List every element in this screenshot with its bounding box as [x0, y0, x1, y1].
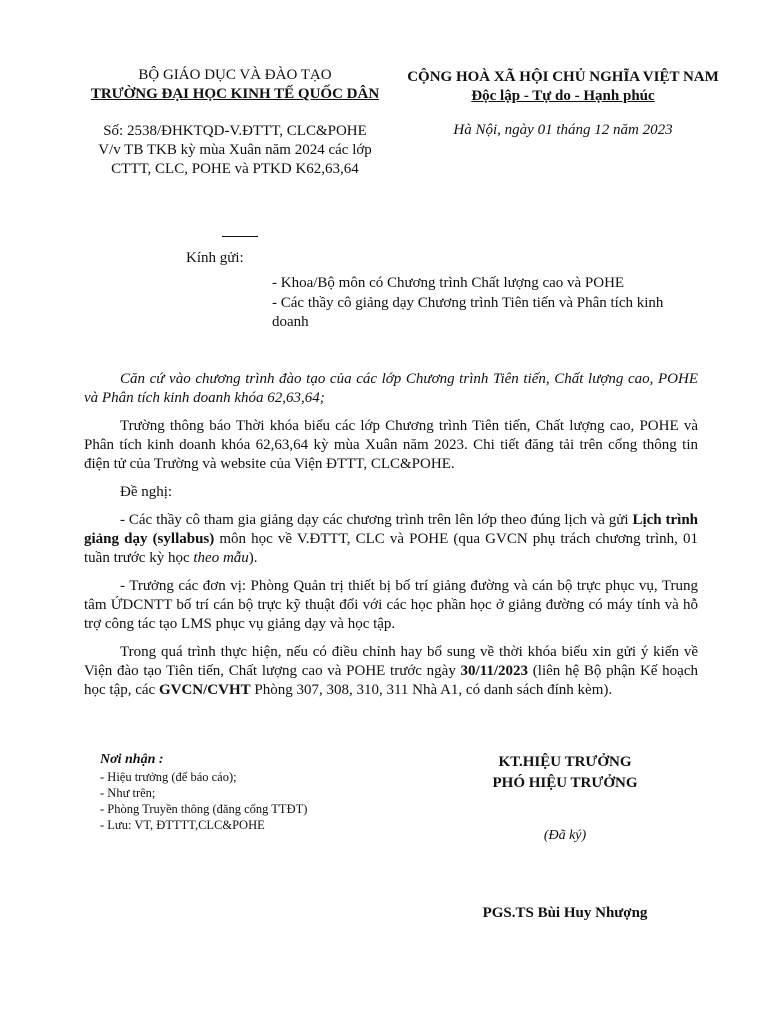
document-number: Số: 2538/ĐHKTQD-V.ĐTTT, CLC&POHE — [103, 123, 367, 139]
request-title: Đề nghị: — [120, 484, 173, 500]
deadline-date: 30/11/2023 — [460, 663, 529, 679]
distribution-item: - Lưu: VT, ĐTTTT,CLC&POHE — [100, 818, 265, 832]
place-date: Hà Nội, ngày 01 tháng 12 năm 2023 — [453, 122, 673, 138]
signature-line-1: KT.HIỆU TRƯỞNG — [498, 754, 632, 770]
national-motto: Độc lập - Tự do - Hạnh phúc — [471, 88, 655, 104]
recipient-list — [272, 274, 692, 333]
basis-paragraph: Căn cứ vào chương trình đào tạo của các lớp Chương trình Tiên tiến, Chất lượng cao, POHE và Phân tích kinh doanh khóa 62,63,64; — [84, 371, 698, 406]
document-body — [84, 370, 698, 709]
university-name: TRƯỜNG ĐẠI HỌC KINH TẾ QUỐC DÂN — [90, 86, 380, 102]
distribution-title: Nơi nhận : — [100, 752, 164, 767]
national-heading — [388, 68, 738, 106]
divider — [222, 236, 258, 237]
distribution-list — [100, 752, 400, 833]
country-name: CỘNG HOÀ XÃ HỘI CHỦ NGHĨA VIỆT NAM — [407, 69, 719, 85]
salutation: Kính gửi: — [186, 250, 244, 266]
request-item-2: - Trưởng các đơn vị: Phòng Quản trị thiết bị bố trí giảng đường và cán bộ trực phục vụ, Trung tâm ỨDCNTT bố trí cán bộ trực kỹ thuật đối với các học phần học ở giảng đường có máy tính và hỗ trợ công tác tạo LMS phục vụ giảng dạy và học tập. — [84, 578, 698, 632]
subject-line-2: CTTT, CLC, POHE và PTKD K62,63,64 — [111, 161, 359, 177]
closing-paragraph: Trong quá trình thực hiện, nếu có điều chỉnh hay bổ sung về thời khóa biểu xin gửi ý kiến về Viện đào tạo Tiên tiến, Chất lượng cao và POHE trước ngày 30/11/2023 (liên hệ Bộ phận Kế hoạch học tập, các GVCN/CVHT Phòng 307, 308, 310, 311 Nhà A1, có danh sách đính kèm). — [84, 644, 698, 698]
recipient-item: - Các thầy cô giảng dạy Chương trình Tiên tiến và Phân tích kinh doanh — [272, 295, 664, 330]
signature-line-2: PHÓ HIỆU TRƯỞNG — [492, 775, 638, 791]
signer-name: PGS.TS Bùi Huy Nhượng — [482, 905, 648, 921]
announcement-paragraph: Trường thông báo Thời khóa biểu các lớp Chương trình Tiên tiến, Chất lượng cao, POHE và Phân tích kinh doanh khóa 62,63,64 kỳ mùa Xuân năm 2023. Chi tiết đăng tải trên cổng thông tin điện tử của Trường và website của Viện ĐTTT, CLC&POHE. — [84, 418, 698, 472]
distribution-item: - Hiệu trưởng (để báo cáo); — [100, 770, 237, 784]
signed-note: (Đã ký) — [543, 828, 587, 843]
distribution-item: - Phòng Truyền thông (đăng cổng TTĐT) — [100, 802, 308, 816]
recipient-item: - Khoa/Bộ môn có Chương trình Chất lượng cao và POHE — [272, 275, 625, 291]
issuer-block — [50, 66, 420, 104]
document-number-block — [50, 122, 420, 179]
request-item-1: - Các thầy cô tham gia giảng dạy các chương trình trên lên lớp theo đúng lịch và gửi Lịch trình giảng dạy (syllabus) môn học về V.ĐTTT, CLC và POHE (qua GVCN phụ trách chương trình, 01 tuần trước kỳ học theo mẫu). — [84, 512, 698, 566]
subject-line-1: V/v TB TKB kỳ mùa Xuân năm 2024 các lớp — [98, 142, 372, 158]
signature-title — [420, 752, 710, 794]
syllabus-emphasis: Lịch trình giảng dạy (syllabus) — [84, 512, 698, 547]
distribution-item: - Như trên; — [100, 786, 156, 800]
ministry-name: BỘ GIÁO DỤC VÀ ĐÀO TẠO — [138, 67, 332, 83]
